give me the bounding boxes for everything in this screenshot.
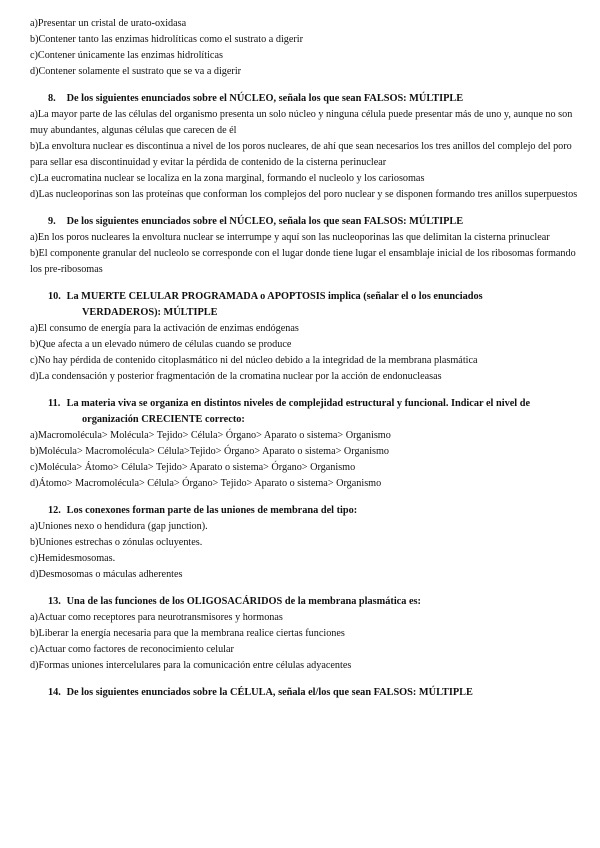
- question-heading: [30, 685, 578, 701]
- option-c: c)Hemidesmosomas.: [30, 553, 116, 564]
- question-text-continuation: VERDADEROS): MÚLTIPLE: [82, 307, 218, 318]
- option-b: b)Uniones estrechas o zónulas ocluyentes.: [30, 537, 203, 548]
- option-a: a)En los poros nucleares la envoltura nuclear se interrumpe y aquí son las nucleoporinas las que delimitan la cisterna prinuclear: [30, 232, 550, 243]
- question-number: 9.: [48, 216, 56, 227]
- question-10: [30, 289, 578, 385]
- document-page: [30, 16, 578, 701]
- option-a: a)Actuar como receptores para neurotransmisores y hormonas: [30, 612, 283, 623]
- question-heading: [30, 594, 578, 610]
- question-heading: [30, 214, 578, 230]
- option-a: a)La mayor parte de las células del organismo presenta un solo núcleo y ninguna célula puede presentar más de uno y, aunque no son muy abundantes, algunas células que carecen de él: [30, 109, 573, 136]
- question-number: 8.: [48, 93, 56, 104]
- option-b: b)Liberar la energía necesaria para que la membrana realice ciertas funciones: [30, 628, 345, 639]
- question-text: Una de las funciones de los OLIGOSACÁRIDOS de la membrana plasmática es:: [66, 596, 421, 607]
- option-c: c)Contener únicamente las enzimas hidrolíticas: [30, 50, 223, 61]
- question-14: [30, 685, 578, 701]
- question-number: 12.: [48, 505, 61, 516]
- option-c: c)No hay pérdida de contenido citoplasmático ni del núcleo debido a la integridad de la membrana plasmática: [30, 355, 478, 366]
- question-heading: [30, 91, 578, 107]
- previous-question-options: [30, 16, 578, 80]
- option-d: d)Contener solamente el sustrato que se va a digerir: [30, 66, 242, 77]
- question-number: 14.: [48, 687, 61, 698]
- option-d: d)La condensación y posterior fragmentación de la cromatina nuclear por la acción de endonucleasas: [30, 371, 442, 382]
- option-d: d)Formas uniones intercelulares para la comunicación entre células adyacentes: [30, 660, 352, 671]
- question-text-continuation: organización CRECIENTE correcto:: [82, 414, 245, 425]
- option-c: c)La eucromatina nuclear se localiza en la zona marginal, formando el nucleolo y los cariosomas: [30, 173, 425, 184]
- option-d: d)Átomo> Macromolécula> Célula> Órgano> Tejido> Aparato o sistema> Organismo: [30, 478, 382, 489]
- option-a: a)El consumo de energía para la activación de enzimas endógenas: [30, 323, 299, 334]
- question-13: [30, 594, 578, 674]
- question-number: 10.: [48, 291, 61, 302]
- question-number: 13.: [48, 596, 61, 607]
- option-a: a)Macromolécula> Molécula> Tejido> Célula> Órgano> Aparato o sistema> Organismo: [30, 430, 391, 441]
- question-8: [30, 91, 578, 203]
- option-c: c)Actuar como factores de reconocimiento celular: [30, 644, 234, 655]
- question-number: 11.: [48, 398, 61, 409]
- option-b: b)Contener tanto las enzimas hidrolíticas como el sustrato a digerir: [30, 34, 304, 45]
- question-heading: [30, 396, 578, 428]
- question-text: De los siguientes enunciados sobre el NÚCLEO, señala los que sean FALSOS: MÚLTIPLE: [66, 93, 464, 104]
- question-text: De los siguientes enunciados sobre la CÉLULA, señala el/los que sean FALSOS: MÚLTIPLE: [66, 687, 473, 698]
- question-11: [30, 396, 578, 492]
- option-c: c)Molécula> Átomo> Célula> Tejido> Aparato o sistema> Órgano> Organismo: [30, 462, 356, 473]
- option-a: a)Uniones nexo o hendidura (gap junction).: [30, 521, 208, 532]
- question-12: [30, 503, 578, 583]
- option-b: b)Molécula> Macromolécula> Célula>Tejido> Órgano> Aparato o sistema> Organismo: [30, 446, 390, 457]
- option-d: d)Desmosomas o máculas adherentes: [30, 569, 183, 580]
- question-heading: [30, 289, 578, 321]
- option-b: b)Que afecta a un elevado número de células cuando se produce: [30, 339, 292, 350]
- option-d: d)Las nucleoporinas son las proteínas que conforman los complejos del poro nuclear y se disponen formando tres anillos superpuestos: [30, 189, 578, 200]
- question-text: La MUERTE CELULAR PROGRAMADA o APOPTOSIS implica (señalar el o los enunciados: [66, 291, 483, 302]
- option-b: b)El componente granular del nucleolo se corresponde con el lugar donde tiene lugar el ensamblaje inicial de los ribosomas formando los pre-ribosomas: [30, 248, 576, 275]
- option-a: a)Presentar un cristal de urato-oxidasa: [30, 18, 187, 29]
- question-text: De los siguientes enunciados sobre el NÚCLEO, señala los que sean FALSOS: MÚLTIPLE: [66, 216, 464, 227]
- question-heading: [30, 503, 578, 519]
- question-text: La materia viva se organiza en distintos niveles de complejidad estructural y funcional. Indicar el nivel de: [66, 398, 531, 409]
- option-b: b)La envoltura nuclear es discontinua a nivel de los poros nucleares, de ahí que sean necesarios los tres anillos del complejo del poro para sellar esa discontinuidad y evitar la pérdida de contenido de la cisterna perinuclear: [30, 141, 572, 168]
- question-9: [30, 214, 578, 278]
- question-text: Los conexones forman parte de las uniones de membrana del tipo:: [66, 505, 358, 516]
